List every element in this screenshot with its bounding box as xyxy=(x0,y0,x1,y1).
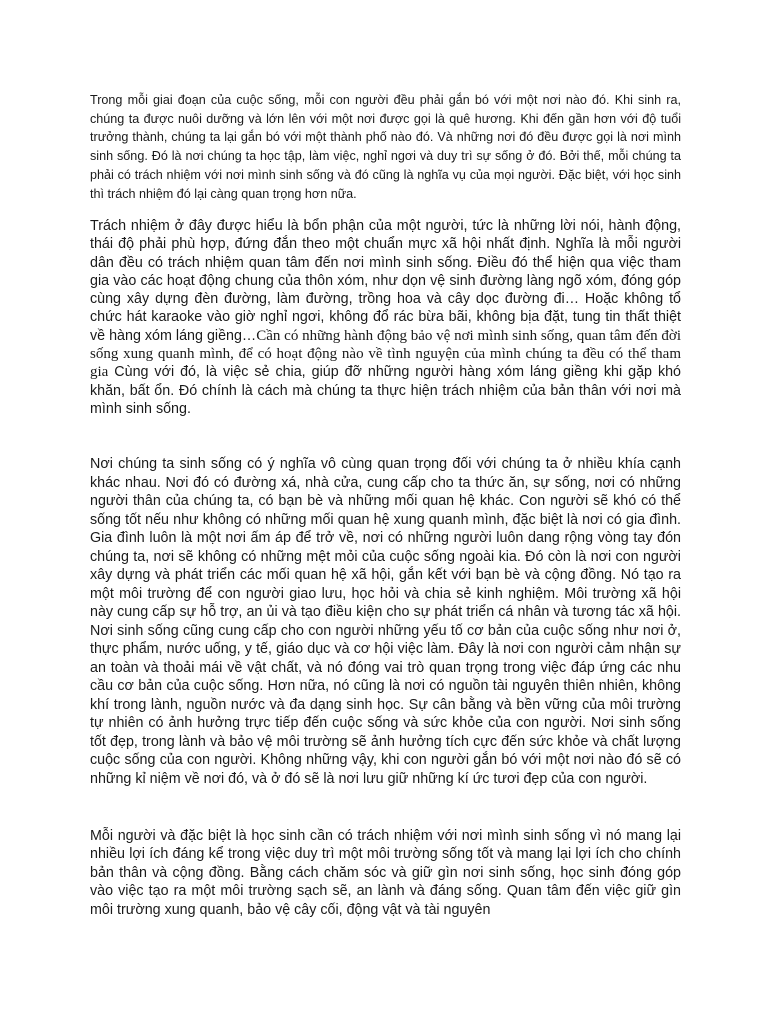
paragraph-students: Mỗi người và đặc biệt là học sinh cần có trách nhiệm với nơi mình sinh sống vì nó mang lại nhiều lợi ích đáng kể trong việc duy trì một môi trường sống tốt và mang lại lợi ích cho chính bản thân và cộng đồng. Bằng cách chăm sóc và giữ gìn nơi sinh sống, học sinh đóng góp vào việc tạo ra một môi trường sạch sẽ, an lành và đáng sống. Quan tâm đến việc giữ gìn môi trường xung quanh, bảo vệ cây cối, động vật và tài nguyên xyxy=(90,828,681,918)
paragraph-intro: Trong mỗi giai đoạn của cuộc sống, mỗi con người đều phải gắn bó với một nơi nào đó. Khi sinh ra, chúng ta được nuôi dưỡng và lớn lên với một nơi được gọi là quê hương. Khi đến gần hơn với độ tuổi trưởng thành, chúng ta lại gắn bó với một thành phố nào đó. Và những nơi đó đều được gọi là nơi mình sinh sống. Đó là nơi chúng ta học tập, làm việc, nghỉ ngơi và duy trì sự sống ở đó. Bởi thế, mỗi chúng ta phải có trách nhiệm với nơi mình sinh sống và đó cũng là nghĩa vụ của mọi người. Đặc biệt, với học sinh thì trách nhiệm đó lại càng quan trọng hơn nữa. xyxy=(90,93,681,201)
paragraph-responsibility xyxy=(90,217,681,418)
paragraph-responsibility-part-c: Cùng với đó, là việc sẻ chia, giúp đỡ những người hàng xóm láng giềng khi gặp khó khăn, bất ổn. Đó chính là cách mà chúng ta thực hiện trách nhiệm của bản thân với nơi mà mình sinh sống. xyxy=(90,364,681,417)
paragraph-importance: Nơi chúng ta sinh sống có ý nghĩa vô cùng quan trọng đối với chúng ta ở nhiều khía cạnh khác nhau. Nơi đó có đường xá, nhà cửa, cung cấp cho ta thức ăn, sự sống, nơi có những người thân của chúng ta, có bạn bè và những mối quan hệ khác. Con người sẽ khó có thể sống tốt nếu như không có những mối quan hệ xung quanh mình, đặc biệt là nơi có gia đình. Gia đình luôn là một nơi ấm áp để trở về, nơi có những người luôn dang rộng vòng tay đón chúng ta, nơi sẽ không có những mệt mỏi của cuộc sống ngoài kia. Đó còn là nơi con người xây dựng và phát triển các mối quan hệ xã hội, gắn kết với bạn bè và cộng đồng. Nó tạo ra một môi trường để con người giao lưu, học hỏi và chia sẻ kinh nghiệm. Môi trường xã hội này cung cấp sự hỗ trợ, an ủi và tạo điều kiện cho sự phát triển cá nhân và tương tác xã hội. Nơi sinh sống cũng cung cấp cho con người những yếu tố cơ bản của cuộc sống như nơi ở, thực phẩm, nước uống, y tế, giáo dục và cơ hội việc làm. Đây là nơi con người cảm nhận sự an toàn và thoải mái về vật chất, và nó đóng vai trò quan trọng trong việc đáp ứng các nhu cầu cơ bản của cuộc sống. Hơn nữa, nó cũng là nơi có nguồn tài nguyên thiên nhiên, không khí trong lành, nguồn nước và đa dạng sinh học. Sự cân bằng và bền vững của môi trường tự nhiên có ảnh hưởng trực tiếp đến cuộc sống và sức khỏe của con người. Nơi sinh sống tốt đẹp, trong lành và bảo vệ môi trường sẽ ảnh hưởng tích cực đến sức khỏe và chất lượng cuộc sống của con người. Không những vậy, khi con người gắn bó với một nơi nào đó sẽ có những kỉ niệm về nơi đó, và ở đó sẽ là nơi lưu giữ những kí ức tươi đẹp của con người. xyxy=(90,456,681,787)
paragraph-responsibility-part-b: Cần có những hành động bảo vệ nơi mình sinh sống, quan tâm đến đời sống xung quanh mình, để có hoạt động nào về tình nguyện của mình chúng ta đều có thể tham gia xyxy=(90,327,681,381)
paragraph-responsibility-part-a: Trách nhiệm ở đây được hiểu là bổn phận của một người, tức là những lời nói, hành động, thái độ phải phù hợp, đứng đắn theo một chuẩn mực xã hội nhất định. Nghĩa là mỗi người dân đều có trách nhiệm quan tâm đến nơi mình sinh sống. Điều đó thể hiện qua việc tham gia vào các hoạt động chung của thôn xóm, như dọn vệ sinh đường làng ngõ xóm, đóng góp cùng xây dựng đèn đường, làm đường, trồng hoa và cây dọc đường đi… Hoặc không tổ chức hát karaoke vào giờ nghỉ ngơi, không đổ rác bừa bãi, không bịa đặt, tung tin thất thiệt về hàng xóm láng giềng… xyxy=(90,218,681,344)
